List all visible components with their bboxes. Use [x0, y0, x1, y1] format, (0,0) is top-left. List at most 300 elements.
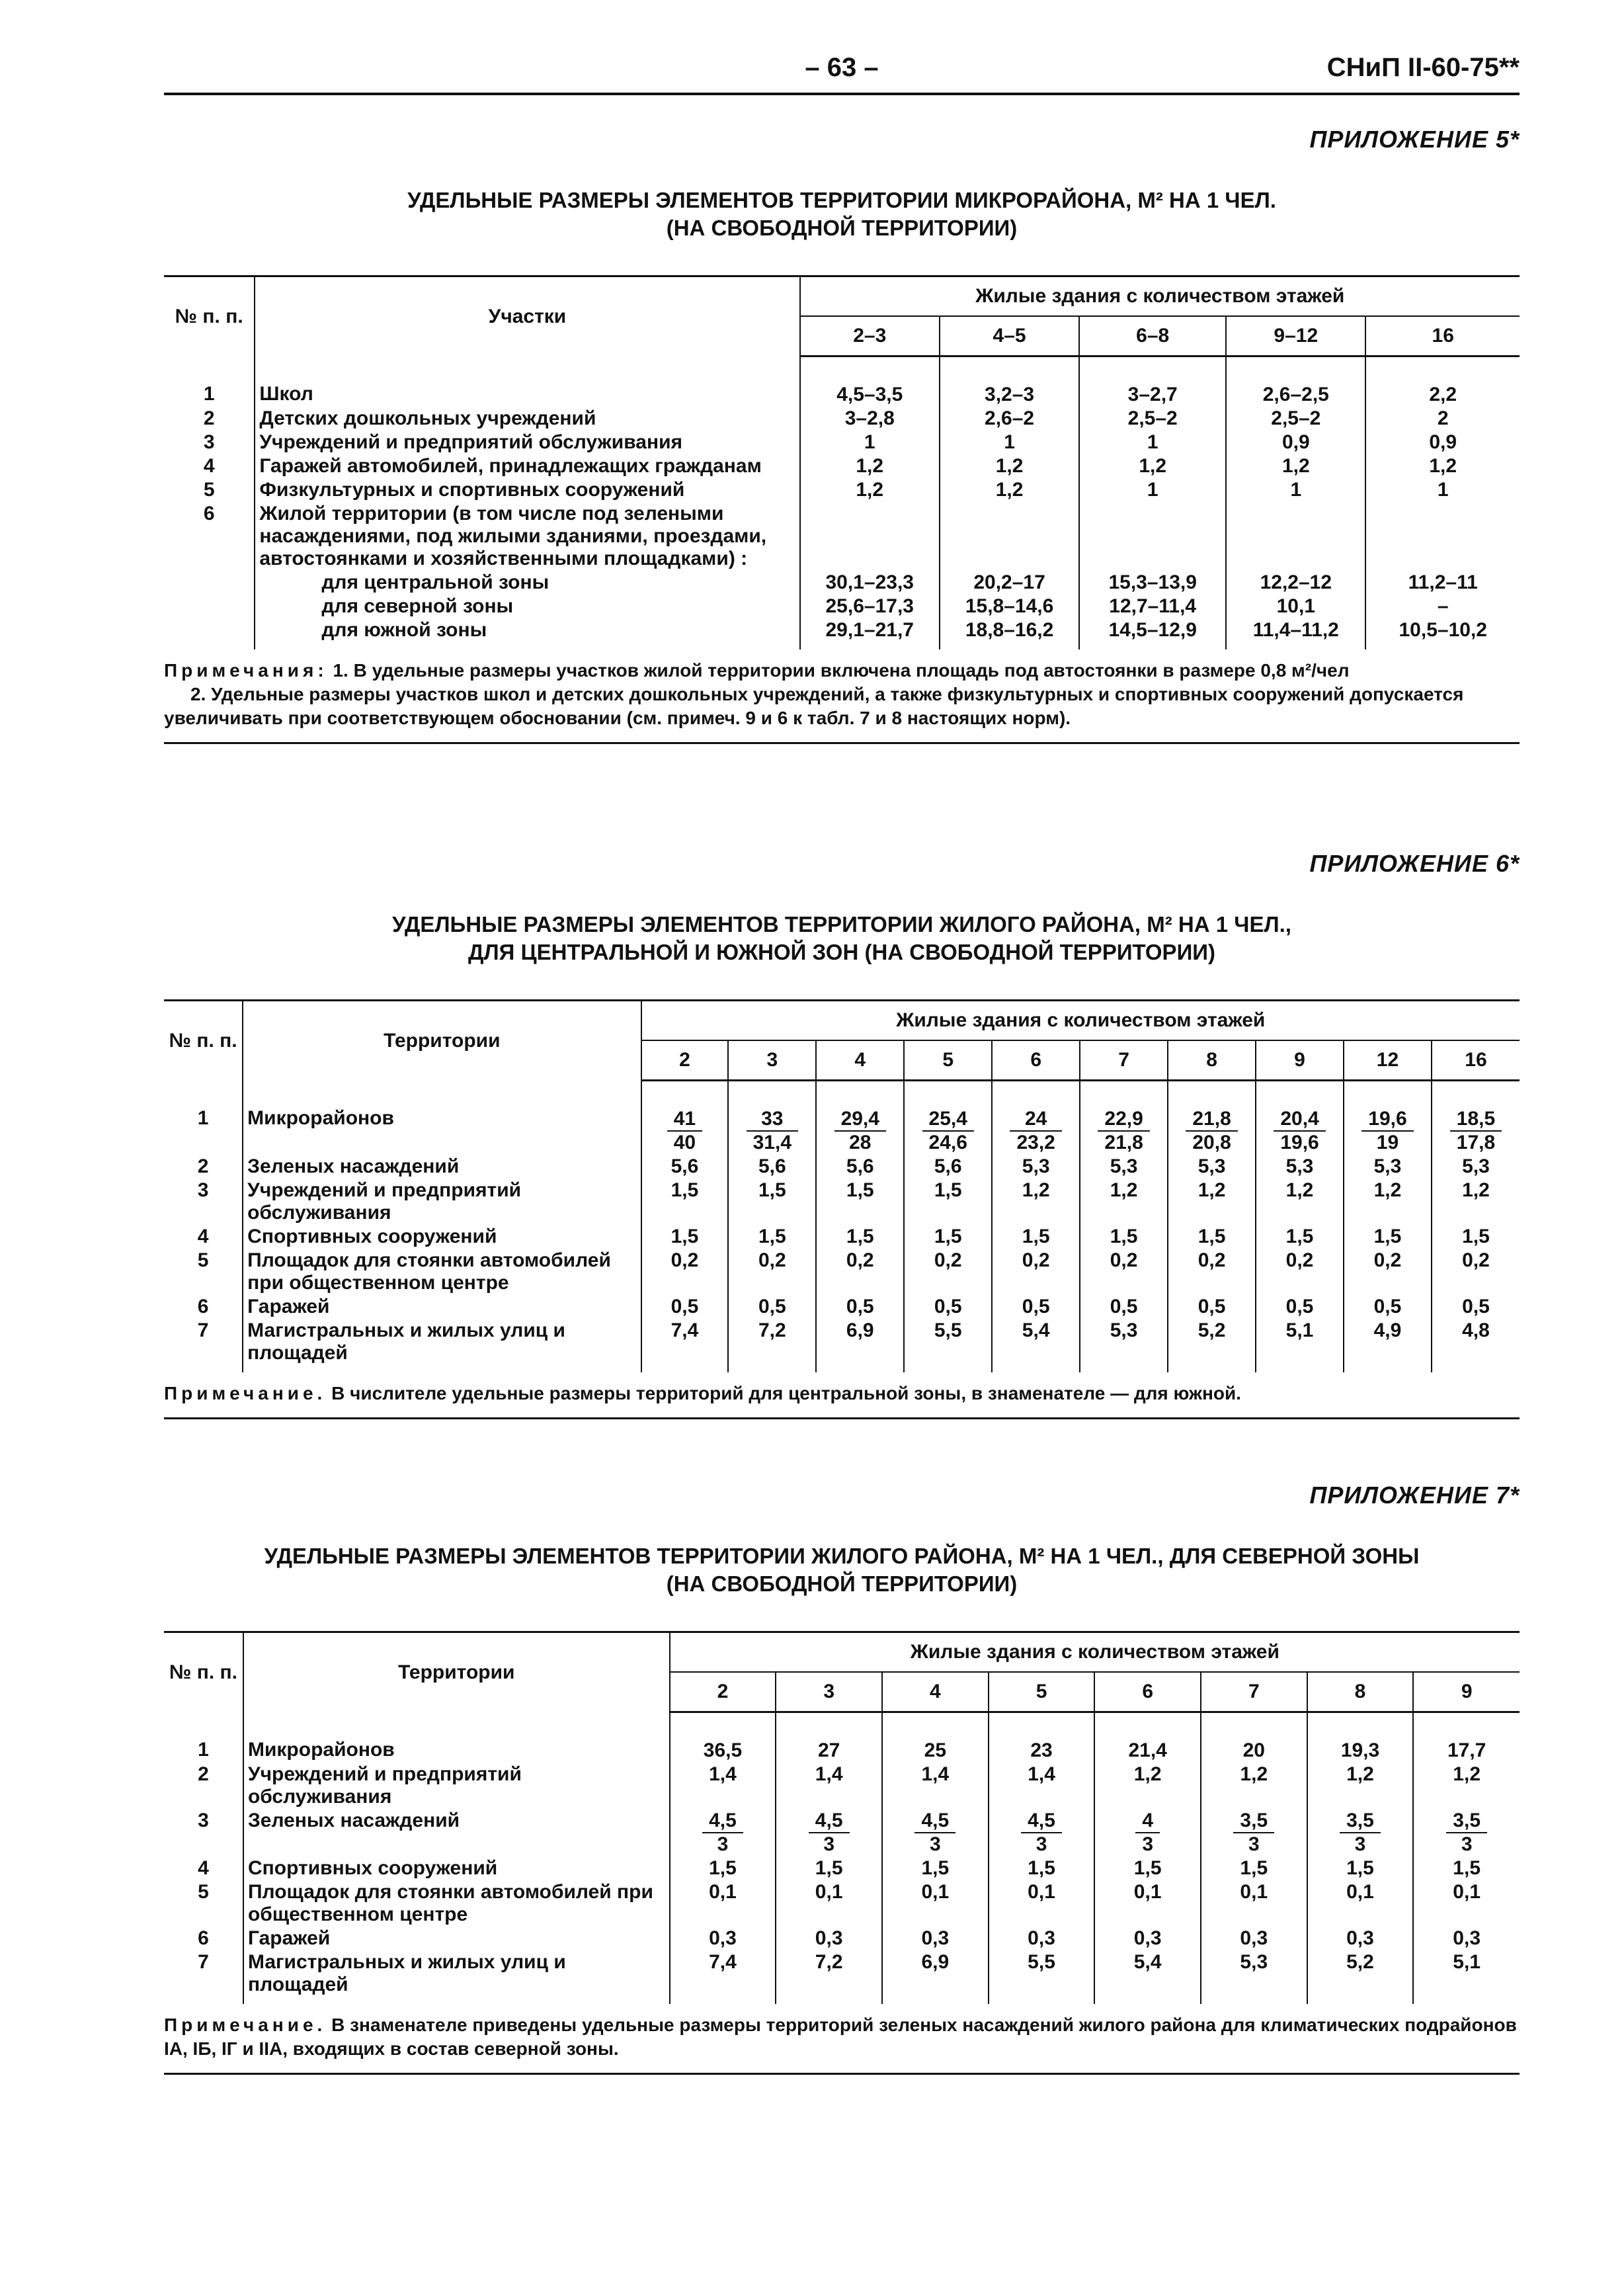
cell-fraction: [904, 1081, 992, 1155]
numerator: 4,5: [914, 1810, 955, 1833]
cell-value: 5,3: [1344, 1155, 1432, 1179]
cell-value: 1,4: [776, 1763, 882, 1809]
fraction: [1233, 1810, 1274, 1856]
cell-value: 5,2: [1168, 1319, 1256, 1372]
cell-value: 5,1: [1256, 1319, 1344, 1372]
cell-value: 1,5: [816, 1179, 904, 1225]
numerator: 4,5: [1021, 1810, 1062, 1833]
col-group-header: Жилые здания с количеством этажей: [641, 1001, 1520, 1041]
numerator: 19,6: [1361, 1108, 1413, 1132]
table-row: [164, 1950, 1520, 2004]
cell-value: 20,2–17: [940, 571, 1079, 595]
table-row: [164, 1809, 1520, 1857]
denominator: 20,8: [1192, 1132, 1231, 1153]
cell-value: 1,2: [1344, 1179, 1432, 1225]
cell-fraction: [1080, 1081, 1168, 1155]
cell-value: 5,6: [728, 1155, 816, 1179]
cell-value: 0,1: [670, 1880, 776, 1927]
cell-value: 1,2: [800, 454, 940, 478]
appendix-6: [164, 850, 1520, 1419]
cell-value: 2,6–2,5: [1226, 356, 1365, 407]
cell-value: 14,5–12,9: [1079, 618, 1226, 649]
cell-value: [1365, 502, 1520, 571]
cell-value: 0,3: [1201, 1927, 1307, 1950]
cell-fraction: [1256, 1081, 1344, 1155]
row-name: Площадок для стоянки автомобилей при общественном центре: [243, 1249, 641, 1295]
cell-value: 0,2: [728, 1249, 816, 1295]
cell-value: 1,5: [670, 1857, 776, 1880]
row-name: Жилой территории (в том числе под зелеными насаждениями, под жилыми зданиями, проездами, автостоянками и хозяйственными площадками) :: [255, 502, 799, 571]
cell-value: 4,9: [1344, 1319, 1432, 1372]
cell-fraction: [1094, 1809, 1201, 1857]
numerator: 33: [747, 1108, 798, 1132]
table-row: [164, 571, 1520, 595]
cell-value: 0,9: [1226, 431, 1365, 454]
row-number: 2: [164, 1763, 243, 1809]
cell-value: 0,3: [776, 1927, 882, 1950]
cell-fraction: [882, 1809, 989, 1857]
cell-value: 5,6: [641, 1155, 729, 1179]
row-number: 4: [164, 1225, 243, 1249]
cell-value: 0,2: [1344, 1249, 1432, 1295]
cell-value: 5,4: [992, 1319, 1080, 1372]
floor-header: 4: [816, 1040, 904, 1081]
floor-header: 6: [992, 1040, 1080, 1081]
cell-value: 1,5: [1094, 1857, 1201, 1880]
cell-value: 1: [800, 431, 940, 454]
col-number-header: № п. п.: [164, 1632, 243, 1712]
table-row: [164, 1155, 1520, 1179]
cell-value: 0,2: [816, 1249, 904, 1295]
cell-value: 0,2: [992, 1249, 1080, 1295]
district-central-south-table: [164, 999, 1520, 1372]
cell-value: 0,2: [1462, 1249, 1490, 1271]
cell-fraction: [1201, 1809, 1307, 1857]
denominator: 17,8: [1456, 1132, 1496, 1153]
cell-fraction: [1344, 1081, 1432, 1155]
row-name: для северной зоны: [255, 595, 799, 618]
numerator: 24: [1010, 1108, 1061, 1132]
floor-header: 16: [1365, 316, 1520, 356]
fraction: [809, 1810, 850, 1856]
row-number: 6: [164, 502, 255, 571]
denominator: 3: [1354, 1833, 1366, 1855]
cell-value: 10,1: [1226, 595, 1365, 618]
row-number: 2: [164, 1155, 243, 1179]
cell-value: 5,3: [1080, 1155, 1168, 1179]
numerator: 29,4: [834, 1108, 886, 1132]
cell-value: 1,2: [1256, 1179, 1344, 1225]
floor-header: 2: [670, 1672, 776, 1712]
cell-value: 27: [776, 1712, 882, 1763]
row-name: Микрорайонов: [243, 1081, 641, 1155]
cell-value: 1,5: [776, 1857, 882, 1880]
col-group-header: Жилые здания с количеством этажей: [670, 1632, 1520, 1673]
cell-value: 5,1: [1453, 1951, 1481, 1973]
cell-value: 1,2: [940, 454, 1079, 478]
cell-value: 11,4–11,2: [1226, 618, 1365, 649]
fraction: [1450, 1108, 1502, 1154]
numerator: 25,4: [922, 1108, 974, 1132]
floor-header: 8: [1307, 1672, 1414, 1712]
denominator: 3: [717, 1833, 729, 1855]
floor-header: 2–3: [800, 316, 940, 356]
cell-value: 0,1: [989, 1880, 1095, 1927]
floor-header: 12: [1344, 1040, 1432, 1081]
cell-value: 0,1: [1307, 1880, 1414, 1927]
floor-header: 7: [1080, 1040, 1168, 1081]
cell-value: 0,3: [1307, 1927, 1414, 1950]
numerator: 20,4: [1274, 1108, 1325, 1132]
denominator: 21,8: [1104, 1132, 1143, 1153]
cell-value: 5,5: [989, 1950, 1095, 2004]
cell-fraction: [1168, 1081, 1256, 1155]
denominator: 3: [1035, 1833, 1047, 1855]
fraction: [922, 1108, 974, 1154]
denominator: 3: [1461, 1833, 1473, 1855]
cell-value: 1,2: [940, 478, 1079, 502]
table-row: [164, 454, 1520, 478]
row-name: Спортивных сооружений: [243, 1857, 670, 1880]
cell-value: 1,2: [1079, 454, 1226, 478]
floor-header: 6–8: [1079, 316, 1226, 356]
row-name: Учреждений и предприятий обслуживания: [243, 1179, 641, 1225]
fraction: [702, 1810, 743, 1856]
fraction: [914, 1810, 955, 1856]
cell-value: 0,2: [641, 1249, 729, 1295]
row-number: 4: [164, 1857, 243, 1880]
title-line-2: ДЛЯ ЦЕНТРАЛЬНОЙ И ЮЖНОЙ ЗОН (НА СВОБОДНОЙ ТЕРРИТОРИИ): [467, 940, 1215, 964]
cell-value: 1,2: [800, 478, 940, 502]
cell-fraction: [1432, 1081, 1520, 1155]
fraction: [1021, 1810, 1062, 1856]
denominator: 3: [1248, 1833, 1260, 1855]
row-number: 3: [164, 431, 255, 454]
cell-fraction: [816, 1081, 904, 1155]
district-north-table: [164, 1631, 1520, 2004]
title-line-1: УДЕЛЬНЫЕ РАЗМЕРЫ ЭЛЕМЕНТОВ ТЕРРИТОРИИ ЖИЛОГО РАЙОНА, М² НА 1 ЧЕЛ., ДЛЯ СЕВЕРНОЙ ЗОНЫ: [264, 1544, 1420, 1568]
cell-value: 2,5–2: [1079, 407, 1226, 431]
floor-header: 4–5: [940, 316, 1079, 356]
denominator: 19,6: [1280, 1132, 1319, 1153]
cell-value: 5,3: [1201, 1950, 1307, 2004]
cell-value: 0,5: [816, 1295, 904, 1319]
row-number: 4: [164, 454, 255, 478]
appendix-title: [164, 187, 1520, 242]
cell-value: 2,6–2: [940, 407, 1079, 431]
table-row: [164, 1295, 1520, 1319]
row-number: 7: [164, 1319, 243, 1372]
cell-value: 4,5–3,5: [800, 356, 940, 407]
row-number: [164, 595, 255, 618]
cell-value: 5,2: [1307, 1950, 1414, 2004]
row-name: Гаражей автомобилей, принадлежащих гражданам: [255, 454, 799, 478]
cell-value: 17,7: [1447, 1739, 1486, 1761]
row-name: Детских дошкольных учреждений: [255, 407, 799, 431]
table-row: [164, 1179, 1520, 1225]
page-header: [164, 53, 1520, 95]
title-line-1: УДЕЛЬНЫЕ РАЗМЕРЫ ЭЛЕМЕНТОВ ТЕРРИТОРИИ МИКРОРАЙОНА, М² НА 1 ЧЕЛ.: [407, 188, 1276, 212]
table-row: [164, 595, 1520, 618]
table-row: [164, 431, 1520, 454]
row-name: Зеленых насаждений: [243, 1809, 670, 1857]
cell-value: 0,5: [728, 1295, 816, 1319]
row-name: Гаражей: [243, 1295, 641, 1319]
cell-value: 7,4: [641, 1319, 729, 1372]
cell-value: 1,5: [816, 1225, 904, 1249]
numerator: 4,5: [809, 1810, 850, 1833]
row-name: Магистральных и жилых улиц и площадей: [243, 1319, 641, 1372]
cell-value: 3–2,7: [1079, 356, 1226, 407]
row-name: Учреждений и предприятий обслуживания: [243, 1763, 670, 1809]
cell-value: 0,5: [1462, 1296, 1490, 1317]
cell-value: 0,5: [1344, 1295, 1432, 1319]
cell-value: 1,5: [728, 1179, 816, 1225]
cell-value: [1226, 502, 1365, 571]
appendix-label: ПРИЛОЖЕНИЕ 6*: [1309, 850, 1520, 877]
cell-value: 5,6: [904, 1155, 992, 1179]
floor-header: 9: [1256, 1040, 1344, 1081]
numerator: 3,5: [1340, 1810, 1381, 1833]
cell-value: 1,5: [1307, 1857, 1414, 1880]
cell-value: 1,2: [1462, 1179, 1490, 1201]
cell-fraction: [670, 1809, 776, 1857]
col-name-header: Территории: [243, 1001, 641, 1081]
cell-value: 1,5: [1462, 1226, 1490, 1247]
cell-value: 0,9: [1429, 431, 1457, 453]
fraction: [1274, 1108, 1325, 1154]
row-name: Площадок для стоянки автомобилей при общественном центре: [243, 1880, 670, 1927]
numerator: 4: [1135, 1810, 1160, 1833]
floor-header: 4: [882, 1672, 989, 1712]
row-name: Школ: [255, 356, 799, 407]
fraction: [1135, 1810, 1160, 1856]
appendix-note: [164, 2004, 1520, 2075]
table-row: [164, 1857, 1520, 1880]
fraction: [1340, 1810, 1381, 1856]
cell-value: –: [1437, 595, 1449, 617]
cell-value: 1: [1079, 478, 1226, 502]
row-number: 2: [164, 407, 255, 431]
cell-value: 0,5: [992, 1295, 1080, 1319]
cell-value: 3,2–3: [940, 356, 1079, 407]
cell-value: 0,1: [776, 1880, 882, 1927]
cell-value: 5,3: [1462, 1155, 1490, 1177]
table-row: [164, 478, 1520, 502]
note-2: 2. Удельные размеры участков школ и детских дошкольных учреждений, а также физкультурных и спортивных сооружений допускается увеличивать при соответствующем обосновании (см. примеч. 9 и 6 к табл. 7 и 8 настоящих норм).: [164, 684, 1464, 728]
fraction: [747, 1108, 798, 1154]
document-code: СНиП II-60-75**: [1326, 53, 1520, 82]
cell-value: 6,9: [882, 1950, 989, 2004]
title-line-2: (НА СВОБОДНОЙ ТЕРРИТОРИИ): [666, 1571, 1018, 1596]
title-line-2: (НА СВОБОДНОЙ ТЕРРИТОРИИ): [666, 216, 1018, 240]
floor-header: 2: [641, 1040, 729, 1081]
cell-value: 1,4: [989, 1763, 1095, 1809]
cell-value: 5,3: [1168, 1155, 1256, 1179]
cell-fraction: [989, 1809, 1095, 1857]
table-row: [164, 1712, 1520, 1763]
cell-value: 1,5: [1168, 1225, 1256, 1249]
cell-value: 29,1–21,7: [800, 618, 940, 649]
cell-value: [1079, 502, 1226, 571]
cell-value: 2,2: [1429, 384, 1457, 405]
cell-value: 15,8–14,6: [940, 595, 1079, 618]
col-name-header: Территории: [243, 1632, 670, 1712]
cell-value: 1,4: [670, 1763, 776, 1809]
cell-value: 5,5: [904, 1319, 992, 1372]
floor-header: 8: [1168, 1040, 1256, 1081]
cell-value: [800, 502, 940, 571]
table-row: [164, 1927, 1520, 1950]
numerator: 3,5: [1233, 1810, 1274, 1833]
cell-value: 5,3: [1080, 1319, 1168, 1372]
cell-value: 5,3: [992, 1155, 1080, 1179]
title-line-1: УДЕЛЬНЫЕ РАЗМЕРЫ ЭЛЕМЕНТОВ ТЕРРИТОРИИ ЖИЛОГО РАЙОНА, М² НА 1 ЧЕЛ.,: [392, 912, 1291, 937]
note-lead: Примечание.: [164, 2015, 327, 2035]
row-name: для центральной зоны: [255, 571, 799, 595]
note-lead: Примечания:: [164, 660, 328, 681]
cell-fraction: [728, 1081, 816, 1155]
row-number: [164, 618, 255, 649]
row-name: Зеленых насаждений: [243, 1155, 641, 1179]
fraction: [834, 1108, 886, 1154]
cell-value: 1,4: [882, 1763, 989, 1809]
cell-value: 11,2–11: [1408, 571, 1478, 593]
table-row: [164, 1225, 1520, 1249]
cell-value: 0,1: [1094, 1880, 1201, 1927]
denominator: 19: [1376, 1132, 1399, 1153]
table-row: [164, 356, 1520, 407]
cell-value: 1,2: [1453, 1763, 1481, 1785]
cell-value: 0,2: [1080, 1249, 1168, 1295]
denominator: 3: [1142, 1833, 1153, 1855]
table-row: [164, 1249, 1520, 1295]
cell-value: 0,5: [1080, 1295, 1168, 1319]
fraction: [1446, 1810, 1487, 1856]
cell-value: 1,5: [904, 1179, 992, 1225]
cell-fraction: [641, 1081, 729, 1155]
cell-value: 0,1: [882, 1880, 989, 1927]
denominator: 3: [930, 1833, 941, 1855]
fraction: [1186, 1108, 1237, 1154]
cell-value: 1,2: [1201, 1763, 1307, 1809]
cell-value: 0,2: [1256, 1249, 1344, 1295]
cell-value: 1,2: [1307, 1763, 1414, 1809]
cell-value: 5,6: [816, 1155, 904, 1179]
appendix-5: [164, 126, 1520, 744]
cell-fraction: [992, 1081, 1080, 1155]
cell-value: 0,3: [670, 1927, 776, 1950]
cell-value: 1,5: [1201, 1857, 1307, 1880]
numerator: 4,5: [702, 1810, 743, 1833]
appendix-label: ПРИЛОЖЕНИЕ 7*: [1309, 1481, 1520, 1509]
cell-value: 1,5: [1256, 1225, 1344, 1249]
cell-value: 2,5–2: [1226, 407, 1365, 431]
cell-value: 1: [1079, 431, 1226, 454]
cell-value: 7,2: [728, 1319, 816, 1372]
cell-value: 1,2: [1094, 1763, 1201, 1809]
cell-value: 15,3–13,9: [1079, 571, 1226, 595]
fraction: [1010, 1108, 1061, 1154]
fraction: [667, 1108, 702, 1154]
cell-value: 0,3: [1453, 1927, 1481, 1949]
table-row: [164, 618, 1520, 649]
row-number: 3: [164, 1809, 243, 1857]
cell-value: 3–2,8: [800, 407, 940, 431]
appendix-title: [164, 911, 1520, 966]
header-rule: [164, 93, 1520, 95]
cell-value: 1,5: [641, 1225, 729, 1249]
cell-value: 1,5: [641, 1179, 729, 1225]
row-number: 6: [164, 1927, 243, 1950]
col-number-header: № п. п.: [164, 276, 255, 356]
cell-value: 1,2: [1080, 1179, 1168, 1225]
numerator: 41: [667, 1108, 702, 1132]
table-row: [164, 1319, 1520, 1372]
row-name: Магистральных и жилых улиц и площадей: [243, 1950, 670, 2004]
cell-value: 1,2: [1429, 455, 1457, 477]
row-name: Гаражей: [243, 1927, 670, 1950]
cell-value: 25,6–17,3: [800, 595, 940, 618]
table-row: [164, 407, 1520, 431]
row-number: 5: [164, 478, 255, 502]
numerator: 21,8: [1186, 1108, 1237, 1132]
cell-value: 4,8: [1462, 1319, 1490, 1341]
cell-value: 0,5: [1256, 1295, 1344, 1319]
row-name: Спортивных сооружений: [243, 1225, 641, 1249]
cell-value: 5,3: [1256, 1155, 1344, 1179]
row-name: Физкультурных и спортивных сооружений: [255, 478, 799, 502]
row-number: [164, 571, 255, 595]
row-name: Микрорайонов: [243, 1712, 670, 1763]
note-1: 1. В удельные размеры участков жилой территории включена площадь под автостоянки в размере 0,8 м²/чел: [333, 660, 1350, 681]
table-row: [164, 502, 1520, 571]
denominator: 24,6: [928, 1132, 967, 1153]
cell-value: 18,8–16,2: [940, 618, 1079, 649]
cell-value: 1,2: [1226, 454, 1365, 478]
fraction: [1361, 1108, 1413, 1154]
cell-fraction: [1413, 1809, 1520, 1857]
denominator: 3: [823, 1833, 834, 1855]
cell-value: 1,5: [989, 1857, 1095, 1880]
appendix-title: [164, 1542, 1520, 1598]
note-lead: Примечание.: [164, 1383, 327, 1403]
fraction: [1098, 1108, 1149, 1154]
cell-value: 19,3: [1307, 1712, 1414, 1763]
cell-value: 7,4: [670, 1950, 776, 2004]
cell-value: 0,3: [989, 1927, 1095, 1950]
row-number: 1: [164, 1712, 243, 1763]
cell-value: 1,5: [1344, 1225, 1432, 1249]
cell-value: 0,5: [904, 1295, 992, 1319]
floor-header: 9–12: [1226, 316, 1365, 356]
cell-value: 36,5: [670, 1712, 776, 1763]
cell-value: 1,5: [882, 1857, 989, 1880]
cell-fraction: [1307, 1809, 1414, 1857]
cell-value: 1,5: [728, 1225, 816, 1249]
cell-value: 21,4: [1094, 1712, 1201, 1763]
denominator: 40: [673, 1132, 696, 1153]
cell-value: 1,2: [992, 1179, 1080, 1225]
cell-value: 1: [1437, 479, 1449, 501]
cell-value: 1,5: [1080, 1225, 1168, 1249]
appendix-notes: [164, 649, 1520, 744]
col-group-header: Жилые здания с количеством этажей: [800, 276, 1520, 317]
floor-header: 16: [1432, 1040, 1520, 1081]
row-name: для южной зоны: [255, 618, 799, 649]
appendix-label: ПРИЛОЖЕНИЕ 5*: [1309, 126, 1520, 153]
cell-value: 1: [940, 431, 1079, 454]
